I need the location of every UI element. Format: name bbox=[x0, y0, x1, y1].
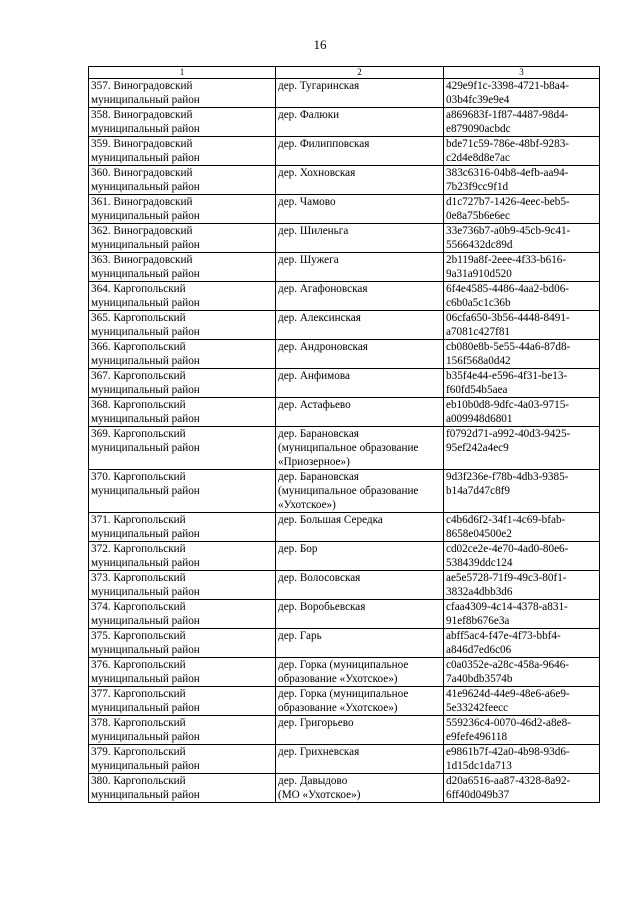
guid-cell-line: e879090acbdc bbox=[446, 123, 511, 135]
guid-cell bbox=[444, 716, 600, 745]
settlement-cell-line: дер. Филипповская bbox=[278, 138, 370, 150]
district-cell-line: муниципальный район bbox=[91, 528, 200, 540]
table-row bbox=[89, 311, 600, 340]
table-row bbox=[89, 166, 600, 195]
guid-cell-line: 538439ddc124 bbox=[446, 557, 513, 569]
district-cell bbox=[89, 571, 276, 600]
district-cell-line: 363. Виноградовский bbox=[91, 254, 193, 266]
district-cell-line: 368. Каргопольский bbox=[91, 399, 186, 411]
guid-cell bbox=[444, 658, 600, 687]
guid-cell-line: 156f568a0d42 bbox=[446, 355, 511, 367]
guid-cell bbox=[444, 195, 600, 224]
settlement-cell bbox=[276, 79, 444, 108]
district-cell-line: муниципальный район bbox=[91, 94, 200, 106]
district-cell bbox=[89, 195, 276, 224]
guid-cell bbox=[444, 571, 600, 600]
district-cell-line: муниципальный район bbox=[91, 297, 200, 309]
settlement-cell bbox=[276, 470, 444, 513]
guid-cell-line: cfaa4309-4c14-4378-a831- bbox=[446, 601, 568, 613]
table-row bbox=[89, 340, 600, 369]
settlement-cell-line: дер. Чамово bbox=[278, 196, 336, 208]
settlement-cell-line: дер. Волосовская bbox=[278, 572, 361, 584]
district-cell-line: муниципальный район bbox=[91, 702, 200, 714]
district-cell bbox=[89, 774, 276, 803]
guid-cell-line: 95ef242a4ec9 bbox=[446, 442, 509, 454]
guid-cell-line: f60fd54b5aea bbox=[446, 384, 508, 396]
guid-cell-line: a846d7ed6c06 bbox=[446, 644, 512, 656]
table-row bbox=[89, 137, 600, 166]
district-cell-line: муниципальный район bbox=[91, 615, 200, 627]
table-row bbox=[89, 108, 600, 137]
guid-cell-line: 33e736b7-a0b9-45cb-9c41- bbox=[446, 225, 571, 237]
district-cell-line: муниципальный район bbox=[91, 673, 200, 685]
guid-cell-line: 41e9624d-44e9-48e6-a6e9- bbox=[446, 688, 570, 700]
district-cell-line: муниципальный район bbox=[91, 268, 200, 280]
guid-cell bbox=[444, 79, 600, 108]
settlement-cell-line: дер. Тугаринская bbox=[278, 80, 360, 92]
district-cell-line: муниципальный район bbox=[91, 210, 200, 222]
district-cell bbox=[89, 224, 276, 253]
district-cell bbox=[89, 340, 276, 369]
guid-cell-line: eb10b0d8-9dfc-4a03-9715- bbox=[446, 399, 570, 411]
table-row bbox=[89, 79, 600, 108]
district-cell bbox=[89, 79, 276, 108]
settlement-cell bbox=[276, 629, 444, 658]
district-cell bbox=[89, 513, 276, 542]
guid-cell-line: b35f4e44-e596-4f31-be13- bbox=[446, 370, 568, 382]
guid-cell-line: 7a40bdb3574b bbox=[446, 673, 513, 685]
table-row bbox=[89, 600, 600, 629]
guid-cell-line: c0a0352e-a28c-458a-9646- bbox=[446, 659, 570, 671]
guid-cell-line: 3832a4dbb3d6 bbox=[446, 586, 513, 598]
district-cell-line: муниципальный район bbox=[91, 152, 200, 164]
settlement-cell-line: дер. Андроновская bbox=[278, 341, 368, 353]
guid-cell-line: 6ff40d049b37 bbox=[446, 789, 510, 801]
guid-cell-line: a009948d6801 bbox=[446, 413, 513, 425]
guid-cell-line: d20a6516-aa87-4328-8a92- bbox=[446, 775, 571, 787]
district-cell bbox=[89, 369, 276, 398]
settlement-cell-line: дер. Барановская bbox=[278, 471, 359, 483]
district-cell bbox=[89, 427, 276, 470]
table-row bbox=[89, 369, 600, 398]
settlement-cell bbox=[276, 253, 444, 282]
guid-cell bbox=[444, 282, 600, 311]
table-row bbox=[89, 253, 600, 282]
settlement-cell-line: дер. Воробьевская bbox=[278, 601, 366, 613]
table-row bbox=[89, 398, 600, 427]
guid-cell-line: 03b4fc39e9e4 bbox=[446, 94, 510, 106]
table-row bbox=[89, 427, 600, 470]
settlement-cell-line: дер. Грихневская bbox=[278, 746, 360, 758]
district-cell bbox=[89, 166, 276, 195]
district-cell-line: 357. Виноградовский bbox=[91, 80, 193, 92]
district-cell-line: 371. Каргопольский bbox=[91, 514, 186, 526]
guid-cell-line: e9861b7f-42a0-4b98-93d6- bbox=[446, 746, 570, 758]
district-cell-line: 375. Каргопольский bbox=[91, 630, 186, 642]
district-cell bbox=[89, 470, 276, 513]
guid-cell-line: c2d4e8d8e7ac bbox=[446, 152, 510, 164]
settlement-cell-line: дер. Шиленьга bbox=[278, 225, 349, 237]
district-cell-line: 367. Каргопольский bbox=[91, 370, 186, 382]
district-cell bbox=[89, 282, 276, 311]
settlement-cell bbox=[276, 745, 444, 774]
district-cell bbox=[89, 716, 276, 745]
table-row bbox=[89, 224, 600, 253]
district-cell-line: муниципальный район bbox=[91, 181, 200, 193]
district-cell bbox=[89, 542, 276, 571]
table-row bbox=[89, 687, 600, 716]
settlement-cell-line: дер. Агафоновская bbox=[278, 283, 368, 295]
district-cell-line: муниципальный район bbox=[91, 644, 200, 656]
district-cell-line: муниципальный район bbox=[91, 789, 200, 801]
guid-cell bbox=[444, 311, 600, 340]
settlement-cell bbox=[276, 137, 444, 166]
district-cell-line: муниципальный район bbox=[91, 239, 200, 251]
district-cell-line: 372. Каргопольский bbox=[91, 543, 186, 555]
district-cell-line: 370. Каргопольский bbox=[91, 471, 186, 483]
guid-cell bbox=[444, 470, 600, 513]
guid-cell-line: ae5e5728-71f9-49c3-80f1- bbox=[446, 572, 567, 584]
settlement-cell-line: дер. Горка (муниципальное bbox=[278, 688, 409, 700]
settlement-cell-line: образование «Ухотское») bbox=[278, 673, 398, 685]
table-row bbox=[89, 513, 600, 542]
guid-cell-line: 0e8a75b6e6ec bbox=[446, 210, 510, 222]
settlement-cell-line: дер. Хохновская bbox=[278, 167, 356, 179]
district-cell-line: муниципальный район bbox=[91, 442, 200, 454]
guid-cell-line: a7081c427f81 bbox=[446, 326, 511, 338]
table-body bbox=[89, 79, 600, 803]
settlement-cell-line: дер. Анфимова bbox=[278, 370, 350, 382]
district-cell-line: 361. Виноградовский bbox=[91, 196, 193, 208]
district-cell-line: 364. Каргопольский bbox=[91, 283, 186, 295]
settlement-cell bbox=[276, 340, 444, 369]
settlement-cell bbox=[276, 658, 444, 687]
settlement-registry-table bbox=[88, 66, 600, 803]
settlement-cell bbox=[276, 108, 444, 137]
column-number-header-row bbox=[89, 67, 600, 79]
settlement-cell-line: дер. Барановская bbox=[278, 428, 359, 440]
district-cell-line: 366. Каргопольский bbox=[91, 341, 186, 353]
district-cell-line: 377. Каргопольский bbox=[91, 688, 186, 700]
settlement-cell bbox=[276, 542, 444, 571]
guid-cell bbox=[444, 253, 600, 282]
district-cell-line: 373. Каргопольский bbox=[91, 572, 186, 584]
guid-cell bbox=[444, 427, 600, 470]
table-row bbox=[89, 470, 600, 513]
district-cell bbox=[89, 658, 276, 687]
settlement-cell bbox=[276, 600, 444, 629]
guid-cell-line: 2b119a8f-2eee-4f33-b616- bbox=[446, 254, 567, 266]
guid-cell bbox=[444, 224, 600, 253]
district-cell bbox=[89, 311, 276, 340]
guid-cell-line: abff5ac4-f47e-4f73-bbf4- bbox=[446, 630, 561, 642]
guid-cell-line: 559236c4-0070-46d2-a8e8- bbox=[446, 717, 571, 729]
district-cell-line: 374. Каргопольский bbox=[91, 601, 186, 613]
column-number-1: 1 bbox=[89, 67, 276, 79]
guid-cell-line: a869683f-1f87-4487-98d4- bbox=[446, 109, 569, 121]
settlement-cell bbox=[276, 282, 444, 311]
guid-cell-line: cd02ce2e-4e70-4ad0-80e6- bbox=[446, 543, 569, 555]
guid-cell bbox=[444, 137, 600, 166]
district-cell bbox=[89, 398, 276, 427]
district-cell bbox=[89, 108, 276, 137]
district-cell-line: муниципальный район bbox=[91, 355, 200, 367]
settlement-cell-line: (муниципальное образование bbox=[278, 442, 419, 454]
district-cell-line: муниципальный район bbox=[91, 731, 200, 743]
settlement-cell-line: дер. Григорьево bbox=[278, 717, 354, 729]
guid-cell-line: 5566432dc89d bbox=[446, 239, 513, 251]
district-cell bbox=[89, 629, 276, 658]
settlement-cell-line: (муниципальное образование bbox=[278, 485, 419, 497]
district-cell-line: муниципальный район bbox=[91, 760, 200, 772]
guid-cell-line: 8658e04500e2 bbox=[446, 528, 512, 540]
guid-cell-line: e9fefe496118 bbox=[446, 731, 508, 743]
table-row bbox=[89, 571, 600, 600]
settlement-cell bbox=[276, 369, 444, 398]
guid-cell-line: b14a7d47c8f9 bbox=[446, 485, 511, 497]
settlement-cell-line: дер. Давыдово bbox=[278, 775, 348, 787]
guid-cell bbox=[444, 166, 600, 195]
district-cell-line: 378. Каргопольский bbox=[91, 717, 186, 729]
district-cell bbox=[89, 600, 276, 629]
guid-cell-line: cb080e8b-5e55-44a6-87d8- bbox=[446, 341, 571, 353]
guid-cell bbox=[444, 629, 600, 658]
guid-cell bbox=[444, 513, 600, 542]
district-cell bbox=[89, 253, 276, 282]
guid-cell bbox=[444, 542, 600, 571]
table-row bbox=[89, 716, 600, 745]
guid-cell-line: 6f4e4585-4486-4aa2-bd06- bbox=[446, 283, 570, 295]
guid-cell bbox=[444, 369, 600, 398]
district-cell-line: 359. Виноградовский bbox=[91, 138, 193, 150]
table-row bbox=[89, 745, 600, 774]
guid-cell bbox=[444, 108, 600, 137]
guid-cell-line: f0792d71-a992-40d3-9425- bbox=[446, 428, 571, 440]
guid-cell-line: 383c6316-04b8-4efb-aa94- bbox=[446, 167, 569, 179]
guid-cell bbox=[444, 340, 600, 369]
settlement-cell-line: дер. Астафьево bbox=[278, 399, 351, 411]
settlement-cell-line: дер. Большая Середка bbox=[278, 514, 383, 526]
settlement-cell-line: дер. Шужега bbox=[278, 254, 339, 266]
settlement-cell-line: дер. Горка (муниципальное bbox=[278, 659, 409, 671]
table-row bbox=[89, 282, 600, 311]
district-cell bbox=[89, 137, 276, 166]
district-cell-line: 376. Каргопольский bbox=[91, 659, 186, 671]
settlement-cell-line: дер. Гарь bbox=[278, 630, 322, 642]
settlement-cell bbox=[276, 687, 444, 716]
district-cell-line: муниципальный район bbox=[91, 326, 200, 338]
district-cell-line: 362. Виноградовский bbox=[91, 225, 193, 237]
settlement-cell bbox=[276, 571, 444, 600]
settlement-cell-line: образование «Ухотское») bbox=[278, 702, 398, 714]
guid-cell-line: d1c727b7-1426-4eec-beb5- bbox=[446, 196, 570, 208]
district-cell-line: 379. Каргопольский bbox=[91, 746, 186, 758]
settlement-cell-line: «Ухотское») bbox=[278, 499, 336, 511]
guid-cell bbox=[444, 774, 600, 803]
settlement-cell bbox=[276, 398, 444, 427]
district-cell-line: муниципальный район bbox=[91, 123, 200, 135]
guid-cell-line: 7b23f9cc9f1d bbox=[446, 181, 509, 193]
district-cell-line: муниципальный район bbox=[91, 586, 200, 598]
settlement-cell bbox=[276, 166, 444, 195]
district-cell-line: 360. Виноградовский bbox=[91, 167, 193, 179]
district-cell bbox=[89, 687, 276, 716]
settlement-cell bbox=[276, 513, 444, 542]
district-cell-line: муниципальный район bbox=[91, 384, 200, 396]
page-number: 16 bbox=[313, 37, 327, 52]
column-number-2: 2 bbox=[276, 67, 444, 79]
table-row bbox=[89, 629, 600, 658]
table-row bbox=[89, 658, 600, 687]
settlement-cell-line: дер. Фалюки bbox=[278, 109, 340, 121]
settlement-cell bbox=[276, 716, 444, 745]
guid-cell-line: c4b6d6f2-34f1-4c69-bfab- bbox=[446, 514, 566, 526]
guid-cell bbox=[444, 600, 600, 629]
district-cell-line: 365. Каргопольский bbox=[91, 312, 186, 324]
district-cell-line: 369. Каргопольский bbox=[91, 428, 186, 440]
guid-cell-line: 9a31a910d520 bbox=[446, 268, 512, 280]
settlement-cell-line: дер. Алексинская bbox=[278, 312, 361, 324]
guid-cell-line: bde71c59-786e-48bf-9283- bbox=[446, 138, 570, 150]
settlement-cell-line: (МО «Ухотское») bbox=[278, 789, 361, 801]
table-row bbox=[89, 195, 600, 224]
settlement-cell-line: дер. Бор bbox=[278, 543, 318, 555]
guid-cell bbox=[444, 745, 600, 774]
table-row bbox=[89, 542, 600, 571]
settlement-cell bbox=[276, 195, 444, 224]
guid-cell-line: 9d3f236e-f78b-4db3-9385- bbox=[446, 471, 569, 483]
guid-cell-line: c6b0a5c1c36b bbox=[446, 297, 511, 309]
district-cell-line: муниципальный район bbox=[91, 557, 200, 569]
settlement-cell bbox=[276, 774, 444, 803]
guid-cell-line: 1d15dc1da713 bbox=[446, 760, 512, 772]
guid-cell-line: 429e9f1c-3398-4721-b8a4- bbox=[446, 80, 570, 92]
guid-cell-line: 5e33242feecc bbox=[446, 702, 509, 714]
guid-cell-line: 91ef8b676e3a bbox=[446, 615, 510, 627]
settlement-cell bbox=[276, 311, 444, 340]
settlement-cell bbox=[276, 224, 444, 253]
table-row bbox=[89, 774, 600, 803]
column-number-3: 3 bbox=[444, 67, 600, 79]
guid-cell bbox=[444, 687, 600, 716]
guid-cell-line: 06cfa650-3b56-4448-8491- bbox=[446, 312, 570, 324]
district-cell-line: 358. Виноградовский bbox=[91, 109, 193, 121]
district-cell-line: муниципальный район bbox=[91, 413, 200, 425]
district-cell-line: муниципальный район bbox=[91, 485, 200, 497]
district-cell-line: 380. Каргопольский bbox=[91, 775, 186, 787]
guid-cell bbox=[444, 398, 600, 427]
settlement-cell bbox=[276, 427, 444, 470]
settlement-cell-line: «Приозерное») bbox=[278, 456, 350, 468]
district-cell bbox=[89, 745, 276, 774]
